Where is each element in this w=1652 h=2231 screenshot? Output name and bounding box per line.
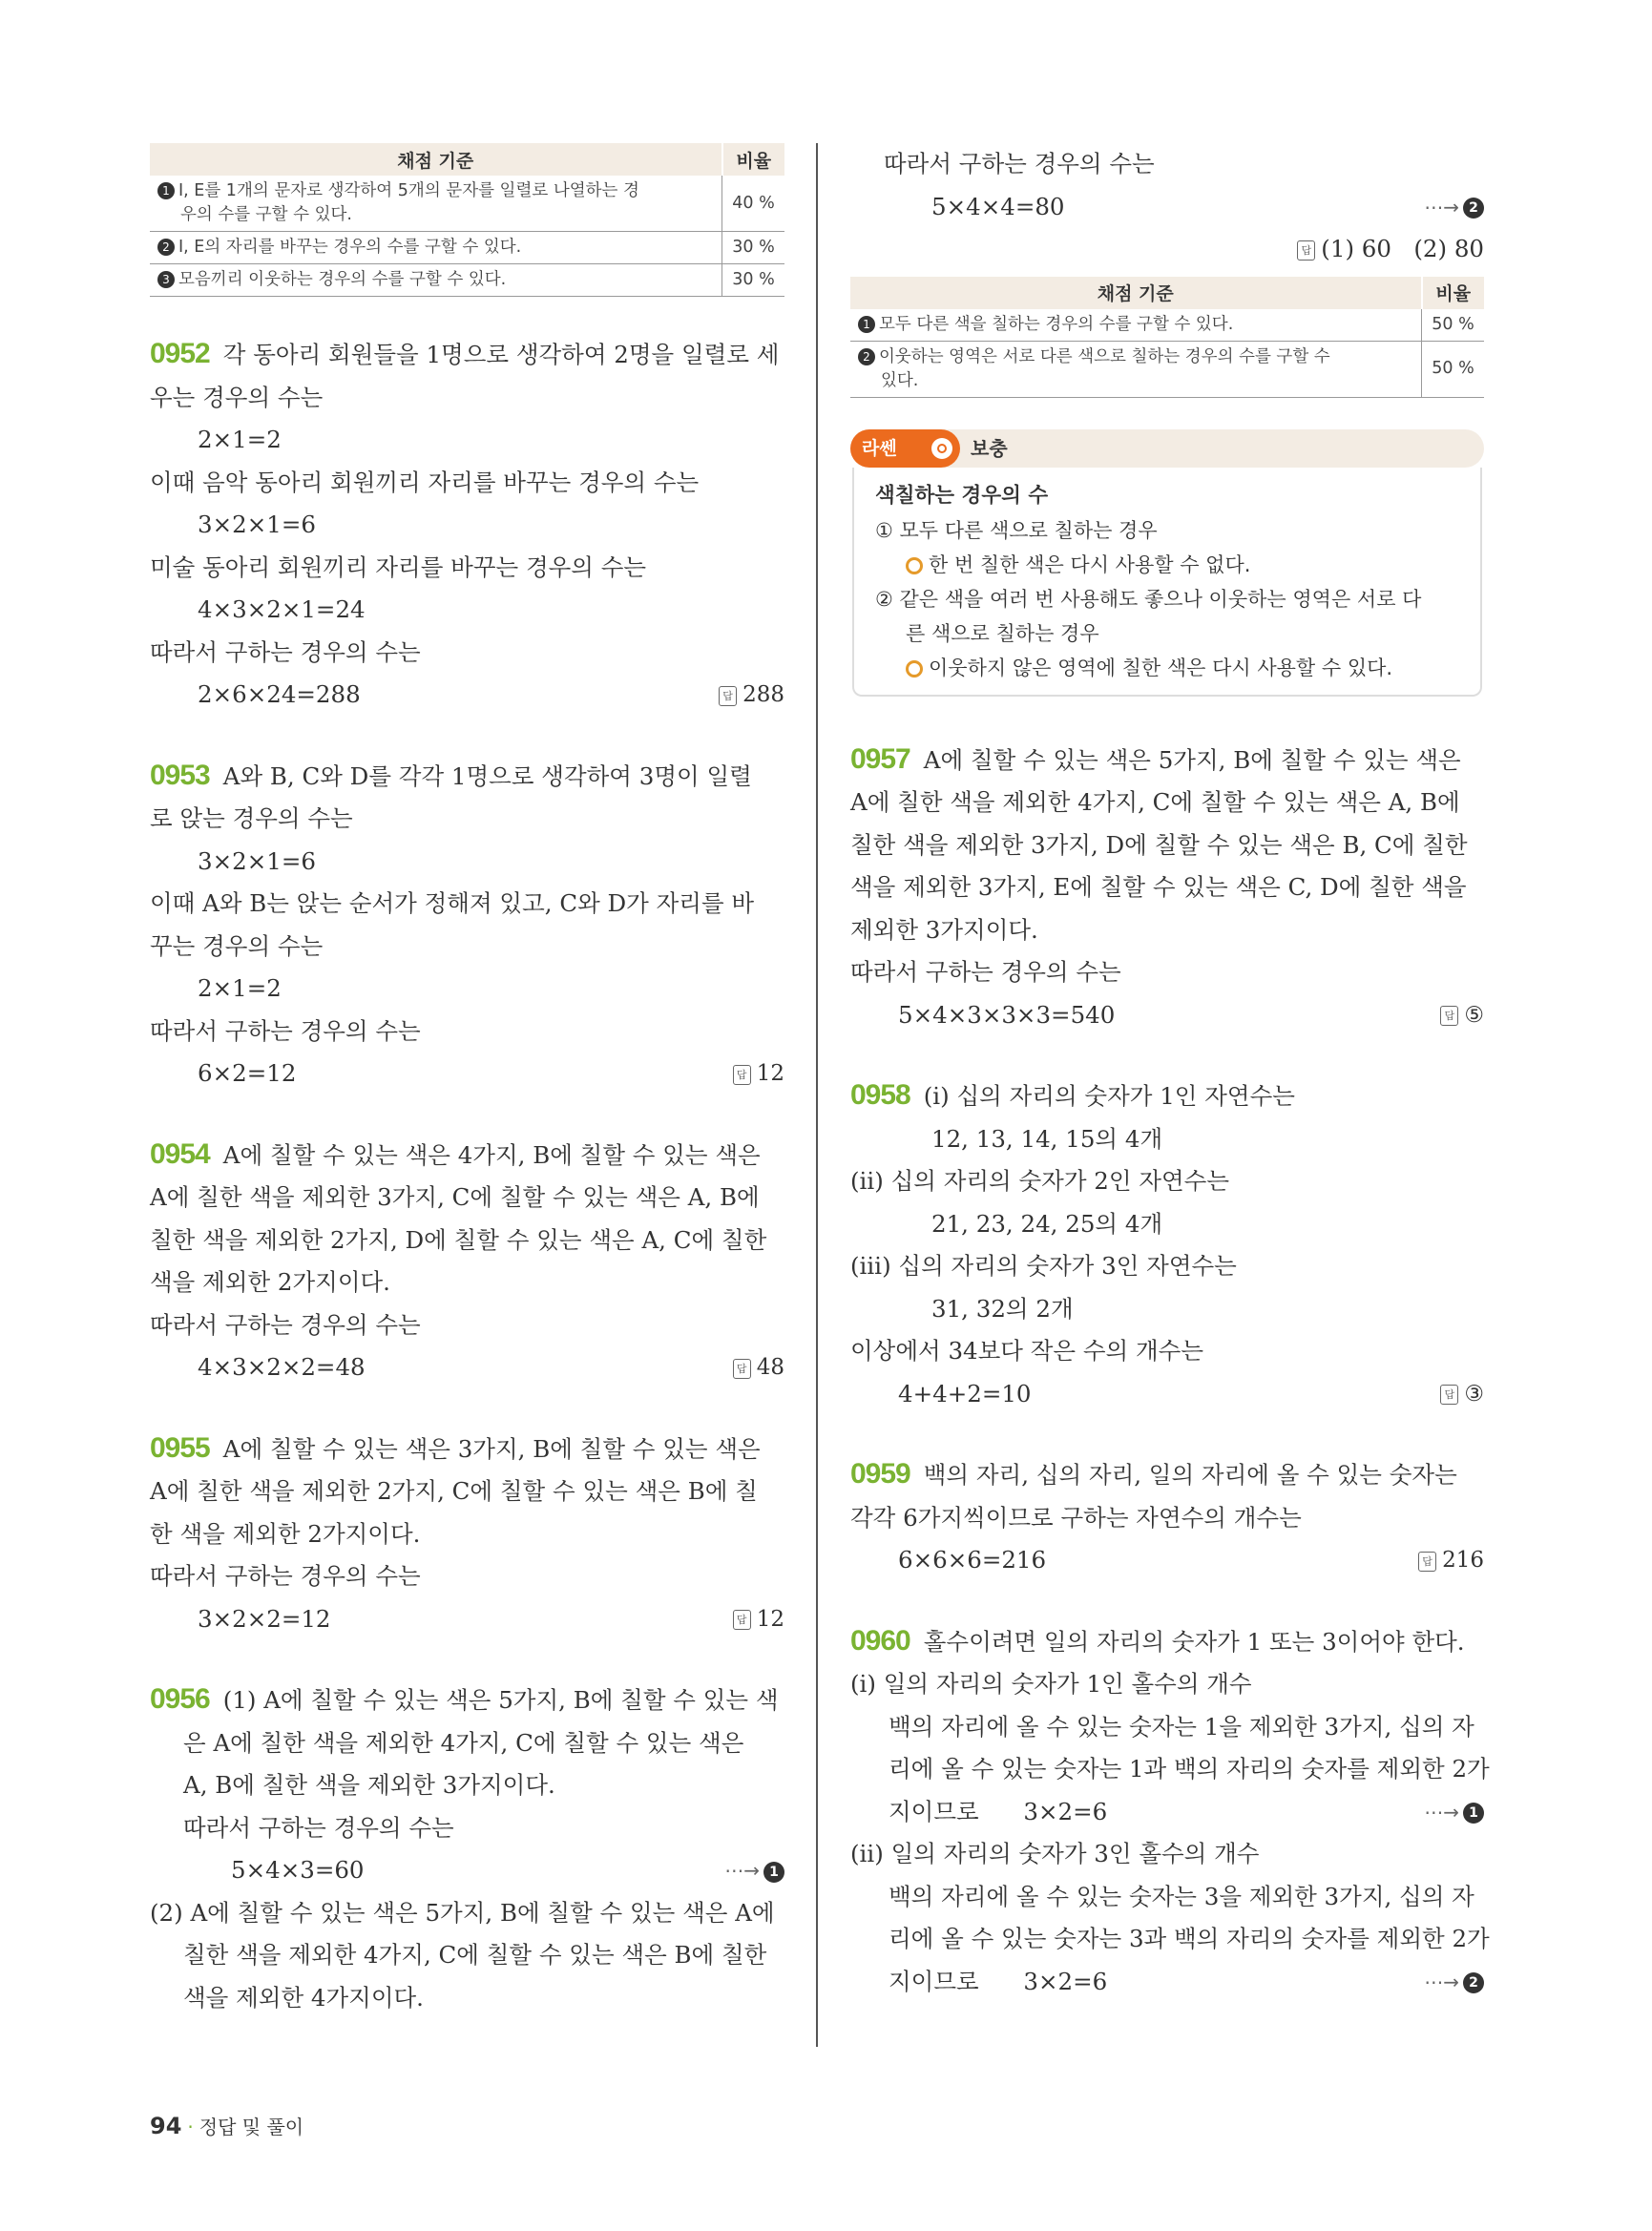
table-header-ratio: 비율 — [722, 143, 785, 176]
problem-0953 — [150, 755, 784, 1095]
step-marker: ⋯→ 2 — [1424, 186, 1484, 229]
solution-text: 백의 자리, 십의 자리, 일의 자리에 올 수 있는 숫자는 — [923, 1461, 1457, 1489]
problem-number: 0955 — [150, 1431, 210, 1464]
left-column — [150, 143, 784, 2019]
solution-text: 색을 제외한 3가지, E에 칠할 수 있는 색은 C, D에 칠한 색을 — [850, 873, 1467, 901]
solution-text: A, B에 칠한 색을 제외한 3가지이다. — [183, 1771, 555, 1799]
answer — [1440, 1373, 1484, 1416]
step-number-icon: 2 — [1463, 198, 1484, 219]
problem-number: 0957 — [850, 742, 910, 775]
answer-value: 216 — [1442, 1548, 1484, 1573]
criteria-text: 이웃하는 영역은 서로 다른 색으로 칠하는 경우의 수를 구할 수 — [879, 346, 1330, 366]
problem-number: 0958 — [850, 1079, 910, 1111]
solution-text: 따라서 구하는 경우의 수는 — [150, 637, 421, 666]
table-row — [850, 309, 1484, 342]
table-row — [150, 176, 784, 232]
formula: 지이므로 3×2=6 — [889, 1967, 1108, 1995]
solution-text: 따라서 구하는 경우의 수는 — [183, 1813, 454, 1842]
criteria-text: 있다. — [881, 370, 919, 390]
criteria-text: 우의 수를 구할 수 있다. — [180, 205, 352, 224]
formula: 3×2×1=6 — [198, 846, 316, 875]
supplement-box-header — [850, 429, 1484, 468]
formula: 4+4+2=10 — [898, 1379, 1032, 1407]
answer-value: (1) 60 (2) 80 — [1321, 235, 1484, 262]
formula: 4×3×2×1=24 — [198, 595, 366, 623]
bullet-ring-icon — [906, 557, 923, 574]
solution-text: 색을 제외한 4가지이다. — [183, 1983, 424, 2012]
supplement-title: 보충 — [971, 436, 1008, 460]
footer-title: 정답 및 풀이 — [199, 2116, 304, 2138]
solution-text: A에 칠한 색을 제외한 3가지, C에 칠할 수 있는 색은 A, B에 — [150, 1183, 760, 1211]
answer-icon: 답 — [733, 1065, 751, 1085]
problem-0959 — [850, 1453, 1484, 1582]
formula: 6×2=12 — [198, 1059, 297, 1087]
answer-icon: 답 — [1440, 1385, 1458, 1405]
solution-text: 은 A에 칠한 색을 제외한 4가지, C에 칠할 수 있는 색은 — [183, 1728, 744, 1757]
problem-0956 — [150, 1678, 784, 2019]
solution-text: 이때 음악 동아리 회원끼리 자리를 바꾸는 경우의 수는 — [150, 468, 700, 496]
formula: 2×1=2 — [198, 974, 282, 1002]
solution-text: A에 칠할 수 있는 색은 3가지, B에 칠할 수 있는 색은 — [222, 1434, 761, 1463]
problem-number: 0953 — [150, 759, 210, 791]
solution-text: A와 B, C와 D를 각각 1명으로 생각하여 3명이 일렬 — [222, 761, 752, 790]
problem-0952 — [150, 333, 784, 717]
answer-icon: 답 — [1418, 1552, 1436, 1572]
solution-text: 따라서 구하는 경우의 수는 — [150, 1310, 421, 1339]
brand-tag — [850, 429, 960, 468]
grading-table-left — [150, 143, 784, 297]
formula: 31, 32의 2개 — [931, 1294, 1074, 1323]
solution-text: 리에 올 수 있는 숫자는 3과 백의 자리의 숫자를 제외한 2가 — [889, 1925, 1490, 1952]
solution-text: 제외한 3가지이다. — [850, 915, 1038, 944]
step-marker: ⋯→ 2 — [1424, 1961, 1484, 2004]
formula: 5×4×4=80 — [931, 192, 1065, 220]
answer-value: 48 — [756, 1355, 784, 1380]
table-header-ratio: 비율 — [1422, 277, 1485, 309]
brand-tag-label: 라쎈 — [862, 437, 897, 459]
bullet-ring-icon — [906, 660, 923, 678]
step-number-icon: 1 — [763, 1862, 784, 1883]
answer-value: 288 — [742, 682, 784, 707]
right-column — [850, 143, 1490, 2003]
solution-text: 로 앉는 경우의 수는 — [150, 804, 353, 832]
step-number-icon: 1 — [157, 182, 175, 199]
solution-text: (2) A에 칠할 수 있는 색은 5가지, B에 칠할 수 있는 색은 A에 — [150, 1898, 775, 1927]
problem-0957 — [850, 739, 1484, 1037]
problem-number: 0954 — [150, 1137, 210, 1170]
step-marker: ⋯→ 1 — [1424, 1791, 1484, 1834]
supplement-text: 른 색으로 칠하는 경우 — [906, 621, 1099, 645]
solution-text: (ⅲ) 십의 자리의 숫자가 3인 자연수는 — [850, 1252, 1237, 1280]
solution-text: (ⅰ) 일의 자리의 숫자가 1인 홀수의 개수 — [850, 1670, 1252, 1698]
answer — [1440, 994, 1484, 1037]
formula: 3×2×1=6 — [198, 511, 316, 538]
answer — [1418, 1539, 1484, 1582]
solution-text: 리에 올 수 있는 숫자는 1과 백의 자리의 숫자를 제외한 2가 — [889, 1755, 1490, 1783]
solution-text: 따라서 구하는 경우의 수는 — [850, 958, 1121, 986]
solution-text: 백의 자리에 올 수 있는 숫자는 1을 제외한 3가지, 십의 자 — [889, 1712, 1474, 1741]
supplement-heading: 색칠하는 경우의 수 — [875, 483, 1049, 508]
solution-text: A에 칠한 색을 제외한 4가지, C에 칠할 수 있는 색은 A, B에 — [850, 788, 1460, 816]
formula: 6×6×6=216 — [898, 1546, 1047, 1574]
answer-value: 12 — [756, 1061, 784, 1086]
column-divider — [816, 143, 818, 2047]
supplement-text: ① 모두 다른 색으로 칠하는 경우 — [875, 518, 1158, 542]
table-header-criteria: 채점 기준 — [150, 143, 722, 176]
solution-text: 꾸는 경우의 수는 — [150, 931, 324, 960]
answer-icon: 답 — [719, 686, 737, 706]
solution-text: 이상에서 34보다 작은 수의 개수는 — [850, 1337, 1203, 1365]
problem-number: 0959 — [850, 1458, 910, 1490]
solution-text: (1) A에 칠할 수 있는 색은 5가지, B에 칠할 수 있는 색 — [222, 1686, 779, 1714]
solution-text: 칠한 색을 제외한 2가지, D에 칠할 수 있는 색은 A, C에 칠한 — [150, 1225, 767, 1254]
criteria-text: I, E를 1개의 문자로 생각하여 5개의 문자를 일렬로 나열하는 경 — [178, 181, 639, 200]
problem-0955 — [150, 1428, 784, 1641]
grading-table-right — [850, 277, 1484, 398]
problem-0960 — [850, 1620, 1490, 2004]
problem-number: 0952 — [150, 338, 210, 369]
table-row — [850, 341, 1484, 397]
answer — [733, 1346, 784, 1389]
supplement-text: 한 번 칠한 색은 다시 사용할 수 없다. — [929, 553, 1251, 576]
solution-text: 각 동아리 회원들을 1명으로 생각하여 2명을 일렬로 세 — [222, 341, 780, 368]
brand-dot-icon — [931, 438, 952, 459]
ratio-cell: 50 % — [1422, 341, 1485, 397]
formula: 2×6×24=288 — [198, 680, 361, 708]
solution-text: 따라서 구하는 경우의 수는 — [150, 1016, 421, 1045]
supplement-text: ② 같은 색을 여러 번 사용해도 좋으나 이웃하는 영역은 서로 다 — [875, 587, 1422, 611]
ratio-cell: 30 % — [722, 264, 785, 297]
solution-text: A에 칠할 수 있는 색은 5가지, B에 칠할 수 있는 색은 — [923, 745, 1461, 774]
solution-text: A에 칠한 색을 제외한 2가지, C에 칠할 수 있는 색은 B에 칠 — [150, 1477, 758, 1505]
criteria-text: 모음끼리 이웃하는 경우의 수를 구할 수 있다. — [178, 270, 507, 289]
answer-icon: 답 — [733, 1359, 751, 1379]
supplement-text: 이웃하지 않은 영역에 칠한 색은 다시 사용할 수 있다. — [929, 656, 1393, 679]
ratio-cell: 30 % — [722, 232, 785, 264]
criteria-text: 모두 다른 색을 칠하는 경우의 수를 구할 수 있다. — [879, 314, 1234, 334]
solution-text: 각각 6가지씩이므로 구하는 자연수의 개수는 — [850, 1503, 1302, 1532]
ratio-cell: 40 % — [722, 176, 785, 232]
solution-text: 이때 A와 B는 앉는 순서가 정해져 있고, C와 D가 자리를 바 — [150, 889, 755, 917]
formula: 21, 23, 24, 25의 4개 — [931, 1209, 1163, 1238]
solution-text: 따라서 구하는 경우의 수는 — [884, 150, 1155, 177]
page-number: 94 — [150, 2113, 182, 2139]
formula: 5×4×3=60 — [231, 1856, 365, 1884]
answer-icon: 답 — [1440, 1006, 1458, 1026]
solution-text: 칠한 색을 제외한 4가지, C에 칠할 수 있는 색은 B에 칠한 — [183, 1941, 767, 1969]
formula: 2×1=2 — [198, 426, 282, 453]
table-row — [150, 232, 784, 264]
table-row — [150, 264, 784, 297]
answer — [719, 674, 784, 717]
ratio-cell: 50 % — [1422, 309, 1485, 342]
solution-text: 백의 자리에 올 수 있는 숫자는 3을 제외한 3가지, 십의 자 — [889, 1882, 1474, 1910]
solution-text: 색을 제외한 2가지이다. — [150, 1268, 390, 1296]
solution-text: 우는 경우의 수는 — [150, 383, 324, 411]
footer-separator: · — [187, 2116, 194, 2138]
table-header-criteria: 채점 기준 — [850, 277, 1422, 309]
supplement-body — [852, 468, 1482, 697]
step-number-icon: 2 — [858, 348, 875, 365]
answer — [733, 1598, 784, 1641]
criteria-text: I, E의 자리를 바꾸는 경우의 수를 구할 수 있다. — [178, 238, 522, 257]
step-number-icon: 3 — [157, 271, 175, 288]
formula: 지이므로 3×2=6 — [889, 1797, 1108, 1825]
problem-number: 0960 — [850, 1624, 910, 1657]
step-number-icon: 2 — [1463, 1972, 1484, 1993]
problem-0958 — [850, 1074, 1484, 1415]
answer-value: 12 — [756, 1606, 784, 1632]
solution-text: 따라서 구하는 경우의 수는 — [150, 1562, 421, 1590]
page-footer — [150, 2112, 303, 2139]
answer-icon: 답 — [733, 1610, 751, 1630]
problem-number: 0956 — [150, 1683, 210, 1715]
answer — [733, 1053, 784, 1095]
formula: 5×4×3×3×3=540 — [898, 1000, 1116, 1029]
formula: 4×3×2×2=48 — [198, 1353, 366, 1381]
step-number-icon: 2 — [157, 239, 175, 256]
solution-text: A에 칠할 수 있는 색은 4가지, B에 칠할 수 있는 색은 — [222, 1140, 761, 1169]
solution-text: 미술 동아리 회원끼리 자리를 바꾸는 경우의 수는 — [150, 553, 647, 581]
step-marker: ⋯→ 1 — [724, 1849, 784, 1892]
answer-value: ⑤ — [1464, 1002, 1484, 1028]
step-number-icon: 1 — [858, 316, 875, 333]
supplement-box — [850, 429, 1484, 697]
solution-text: 한 색을 제외한 2가지이다. — [150, 1519, 421, 1548]
solution-text: 칠한 색을 제외한 3가지, D에 칠할 수 있는 색은 B, C에 칠한 — [850, 830, 1468, 859]
step-number-icon: 1 — [1463, 1803, 1484, 1824]
solution-text: (ⅱ) 십의 자리의 숫자가 2인 자연수는 — [850, 1167, 1229, 1195]
formula: 3×2×2=12 — [198, 1604, 331, 1633]
formula: 12, 13, 14, 15의 4개 — [931, 1124, 1163, 1153]
answer-value: ③ — [1464, 1381, 1484, 1407]
solution-text: (ⅰ) 십의 자리의 숫자가 1인 자연수는 — [923, 1082, 1295, 1110]
solution-text: 홀수이려면 일의 자리의 숫자가 1 또는 3이어야 한다. — [923, 1627, 1465, 1656]
answer-icon: 답 — [1297, 240, 1315, 261]
solution-text: (ⅱ) 일의 자리의 숫자가 3인 홀수의 개수 — [850, 1840, 1260, 1867]
problem-0954 — [150, 1134, 784, 1389]
